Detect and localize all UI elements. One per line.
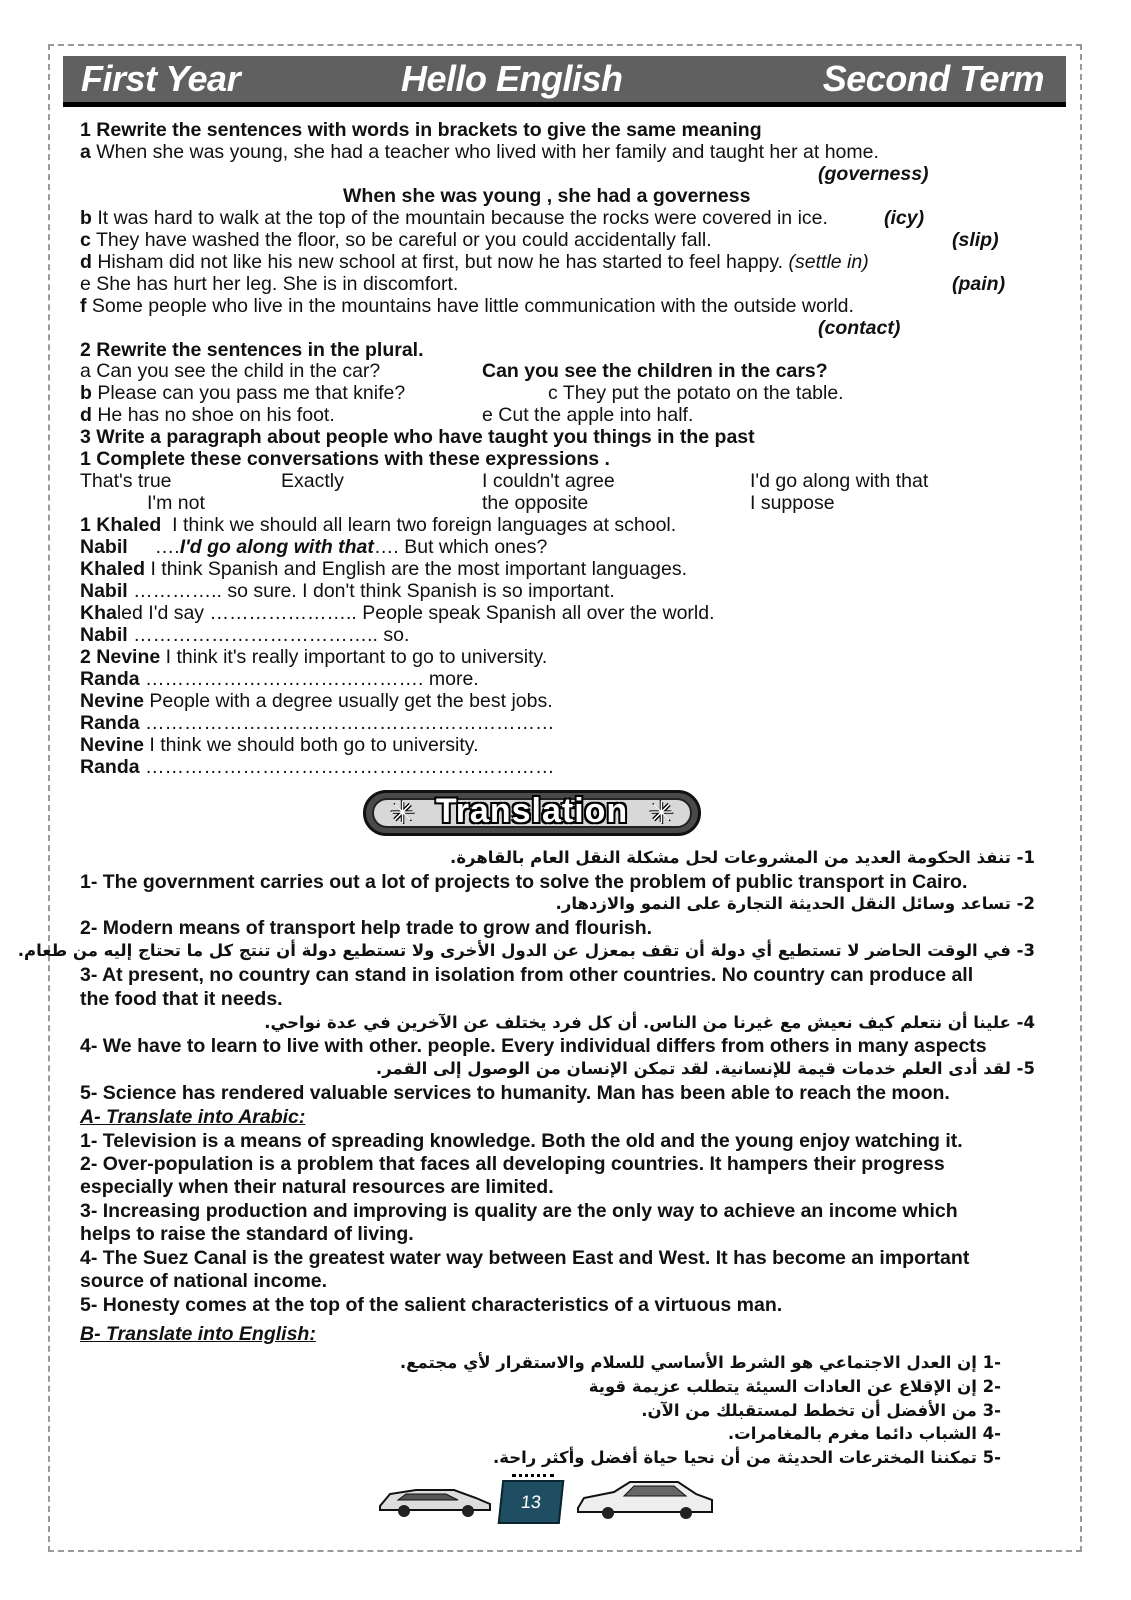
english-sentence: 4- We have to learn to live with other. people. Every individual differs from others in many aspects	[80, 1035, 987, 1057]
ex1-item-e: e She has hurt her leg. She is in discomfort.	[80, 273, 459, 295]
a-item: helps to raise the standard of living.	[80, 1223, 414, 1245]
dialogue-line: Khaled I think Spanish and English are the most important languages.	[80, 558, 688, 580]
ex2-item-b: b Please can you pass me that knife?	[80, 382, 406, 404]
a-item: source of national income.	[80, 1270, 328, 1292]
ex3-heading: 3 Write a paragraph about people who have taught you things in the past	[80, 426, 755, 448]
ex1-word-a: (governess)	[818, 163, 929, 185]
english-sentence: 3- At present, no country can stand in isolation from other countries. No country can produce all	[80, 964, 974, 986]
ex1-item-d: d Hisham did not like his new school at first, but now he has started to feel happy. (settle in)	[80, 251, 869, 273]
expression: I couldn't agree	[482, 470, 615, 492]
dialogue-line: Khaled I'd say ………………….. People speak Spanish all over the world.	[80, 602, 715, 624]
arabic-sentence: 2- تساعد وسائل النقل الحديثة التجارة على النمو والازدهار.	[555, 894, 1035, 913]
expression: Exactly	[281, 470, 344, 492]
expression: I suppose	[750, 492, 835, 514]
ex2-item-e: e Cut the apple into half.	[482, 404, 694, 426]
dialogue-line: Nabil ……………………………….. so.	[80, 624, 410, 646]
car-right-icon	[574, 1478, 716, 1520]
ex1-item-a: a When she was young, she had a teacher who lived with her family and taught her at home.	[80, 141, 879, 163]
header-book: Hello English	[401, 58, 623, 99]
expression: I'd go along with that	[750, 470, 929, 492]
dialogue-line: Nevine People with a degree usually get the best jobs.	[80, 690, 553, 712]
ex1-heading: 1 Rewrite the sentences with words in brackets to give the same meaning	[80, 119, 762, 141]
ex1-item-f: f Some people who live in the mountains have little communication with the outside world.	[80, 295, 854, 317]
arabic-sentence: 5- لقد أدى العلم خدمات قيمة للإنسانية. لقد تمكن الإنسان من الوصول إلى القمر.	[375, 1059, 1035, 1078]
dialogue-line: Randa ……………………………………. more.	[80, 668, 479, 690]
b-item: -5 تمكننا المخترعات الحديثة من أن نحيا حياة أفضل وأكثر راحة.	[492, 1448, 1001, 1467]
page-number: 13	[498, 1480, 565, 1524]
a-item: 2- Over-population is a problem that faces all developing countries. It hampers their progress	[80, 1153, 945, 1175]
ex4-heading: 1 Complete these conversations with these expressions .	[80, 448, 610, 470]
sparkle-icon: ✳	[390, 797, 416, 830]
ex1-word-b: (icy)	[884, 207, 925, 229]
a-item: especially when their natural resources are limited.	[80, 1176, 554, 1198]
ex2-item-c: c They put the potato on the table.	[548, 382, 844, 404]
section-a-heading: A- Translate into Arabic:	[80, 1106, 306, 1128]
ex1-item-c: c They have washed the floor, so be careful or you could accidentally fall.	[80, 229, 712, 251]
ex2-heading: 2 Rewrite the sentences in the plural.	[80, 339, 424, 361]
b-item: -2 إن الإقلاع عن العادات السيئة يتطلب عزيمة قوية	[588, 1377, 1001, 1396]
header-year: First Year	[81, 58, 241, 99]
ex1-word-e: (pain)	[952, 273, 1006, 295]
a-item: 5- Honesty comes at the top of the salient characteristics of a virtuous man.	[80, 1294, 783, 1316]
b-item: -3 من الأفضل أن تخطط لمستقبلك من الآن.	[641, 1401, 1001, 1420]
ex1-answer-a: When she was young , she had a governess	[343, 185, 751, 207]
ex1-word-f: (contact)	[818, 317, 901, 339]
a-item: 4- The Suez Canal is the greatest water way between East and West. It has become an important	[80, 1247, 970, 1269]
ex1-word-c: (slip)	[952, 229, 999, 251]
car-left-icon	[376, 1482, 496, 1518]
dialogue-line: Randa ………………………………………………………	[80, 712, 555, 734]
dialogue-line: Nevine I think we should both go to university.	[80, 734, 479, 756]
english-sentence: the food that it needs.	[80, 988, 283, 1010]
dialogue-line: Nabil ………….. so sure. I don't think Spanish is so important.	[80, 580, 615, 602]
ex1-item-b: b It was hard to walk at the top of the mountain because the rocks were covered in ice.	[80, 207, 828, 229]
header-term: Second Term	[822, 58, 1044, 99]
arabic-sentence: 4- علينا أن نتعلم كيف نعيش مع غيرنا من الناس. أن كل فرد يختلف عن الآخرين في عدة نواحي.	[264, 1013, 1035, 1032]
arabic-sentence: 3- في الوقت الحاضر لا تستطيع أي دولة أن تقف بمعزل عن الدول الأخرى ولا تستطيع دولة أن تنتج كل ما تحتاج إليه من طعام.	[17, 941, 1035, 960]
dialogue-line: Nabil ….I'd go along with that…. But which ones?	[80, 536, 548, 558]
arabic-sentence: 1- تنفذ الحكومة العديد من المشروعات لحل مشكلة النقل العام بالقاهرة.	[450, 848, 1035, 867]
english-sentence: 2- Modern means of transport help trade to grow and flourish.	[80, 917, 653, 939]
ex2-answer-a: Can you see the children in the cars?	[482, 360, 828, 382]
ex2-item-d: d He has no shoe on his foot.	[80, 404, 335, 426]
dialogue-line: 1 Khaled I think we should all learn two foreign languages at school.	[80, 514, 677, 536]
sparkle-icon: ✳	[648, 797, 674, 830]
b-item: -4 الشباب دائما مغرم بالمغامرات.	[727, 1424, 1001, 1443]
a-item: 1- Television is a means of spreading knowledge. Both the old and the young enjoy watching it.	[80, 1130, 963, 1152]
translation-title: Translation	[435, 792, 629, 830]
english-sentence: 5- Science has rendered valuable services to humanity. Man has been able to reach the moon.	[80, 1082, 950, 1104]
expression: That's true	[80, 470, 172, 492]
expression: the opposite	[482, 492, 589, 514]
a-item: 3- Increasing production and improving is quality are the only way to achieve an income which	[80, 1200, 958, 1222]
english-sentence: 1- The government carries out a lot of projects to solve the problem of public transport in Cairo.	[80, 871, 968, 893]
section-b-heading: B- Translate into English:	[80, 1323, 316, 1345]
expression: I'm not	[147, 492, 205, 514]
translation-banner	[363, 790, 701, 836]
page-header	[63, 56, 1066, 107]
dialogue-line: Randa ………………………………………………………	[80, 756, 555, 778]
dialogue-line: 2 Nevine I think it's really important to go to university.	[80, 646, 548, 668]
ex2-item-a: a Can you see the child in the car?	[80, 360, 381, 382]
b-item: -1 إن العدل الاجتماعي هو الشرط الأساسي للسلام والاستقرار لأي مجتمع.	[399, 1353, 1001, 1372]
